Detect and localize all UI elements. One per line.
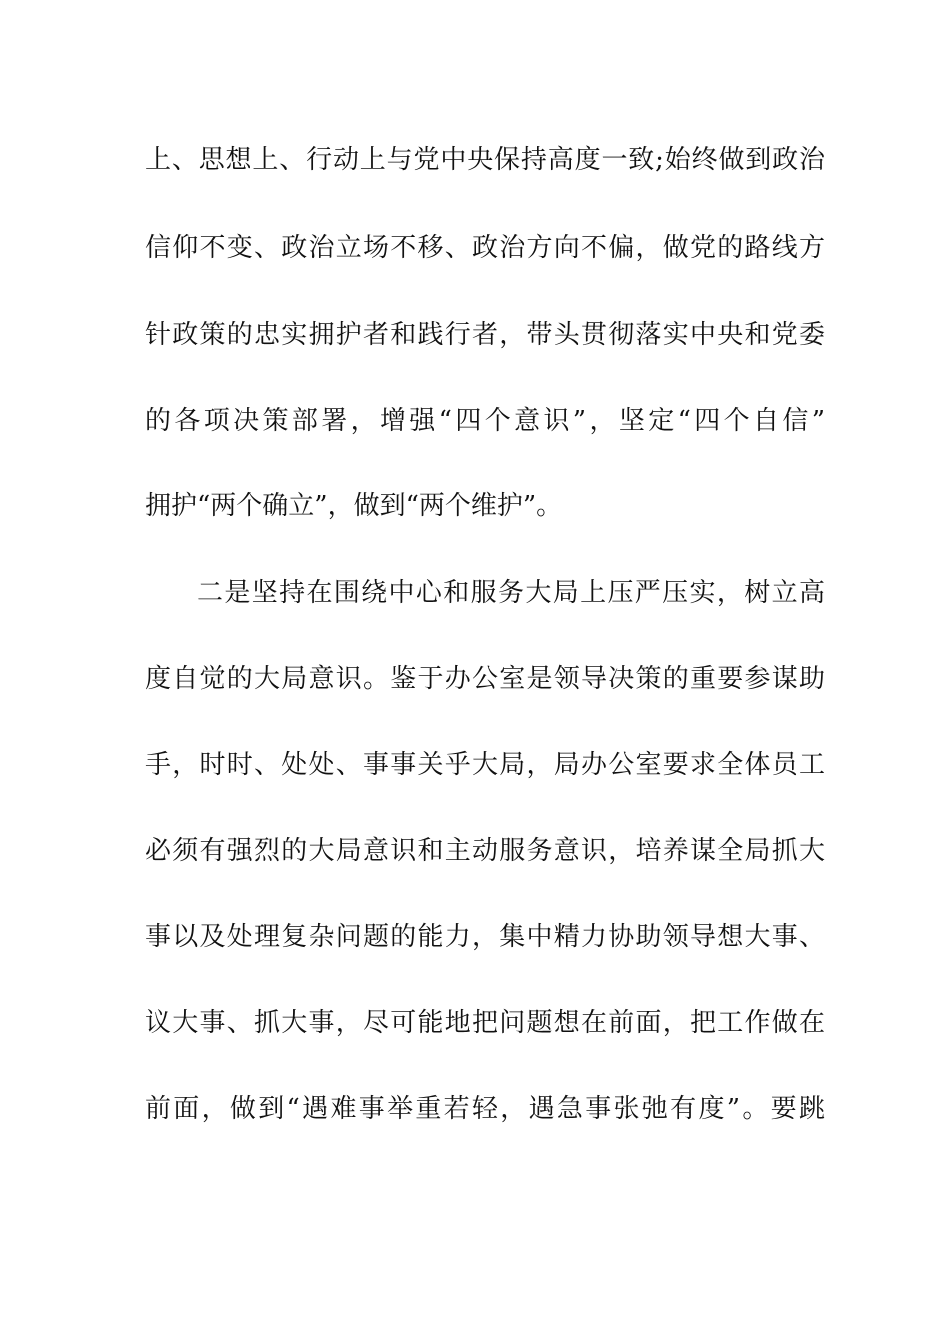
text-line-3: 针政策的忠实拥护者和践行者，带头贯彻落实中央和党委 xyxy=(145,320,825,350)
text-line-1: 上、思想上、行动上与党中央保持高度一致;始终做到政治 xyxy=(145,145,825,175)
text-line-8: 手，时时、处处、事事关乎大局，局办公室要求全体员工 xyxy=(145,750,825,780)
text-line-2: 信仰不变、政治立场不移、政治方向不偏，做党的路线方 xyxy=(145,233,825,263)
text-line-11: 议大事、抓大事，尽可能地把问题想在前面，把工作做在 xyxy=(145,1008,825,1038)
text-line-5: 拥护“两个确立”，做到“两个维护”。 xyxy=(145,491,563,521)
text-line-9: 必须有强烈的大局意识和主动服务意识，培养谋全局抓大 xyxy=(145,836,825,866)
text-line-10: 事以及处理复杂问题的能力，集中精力协助领导想大事、 xyxy=(145,922,825,952)
text-line-7: 度自觉的大局意识。鉴于办公室是领导决策的重要参谋助 xyxy=(145,664,825,694)
text-line-12: 前面，做到“遇难事举重若轻，遇急事张弛有度”。要跳 xyxy=(145,1094,825,1124)
text-line-6: 二是坚持在围绕中心和服务大局上压严压实，树立高 xyxy=(197,578,825,608)
text-line-4: 的各项决策部署，增强“四个意识”，坚定“四个自信” xyxy=(145,406,825,436)
